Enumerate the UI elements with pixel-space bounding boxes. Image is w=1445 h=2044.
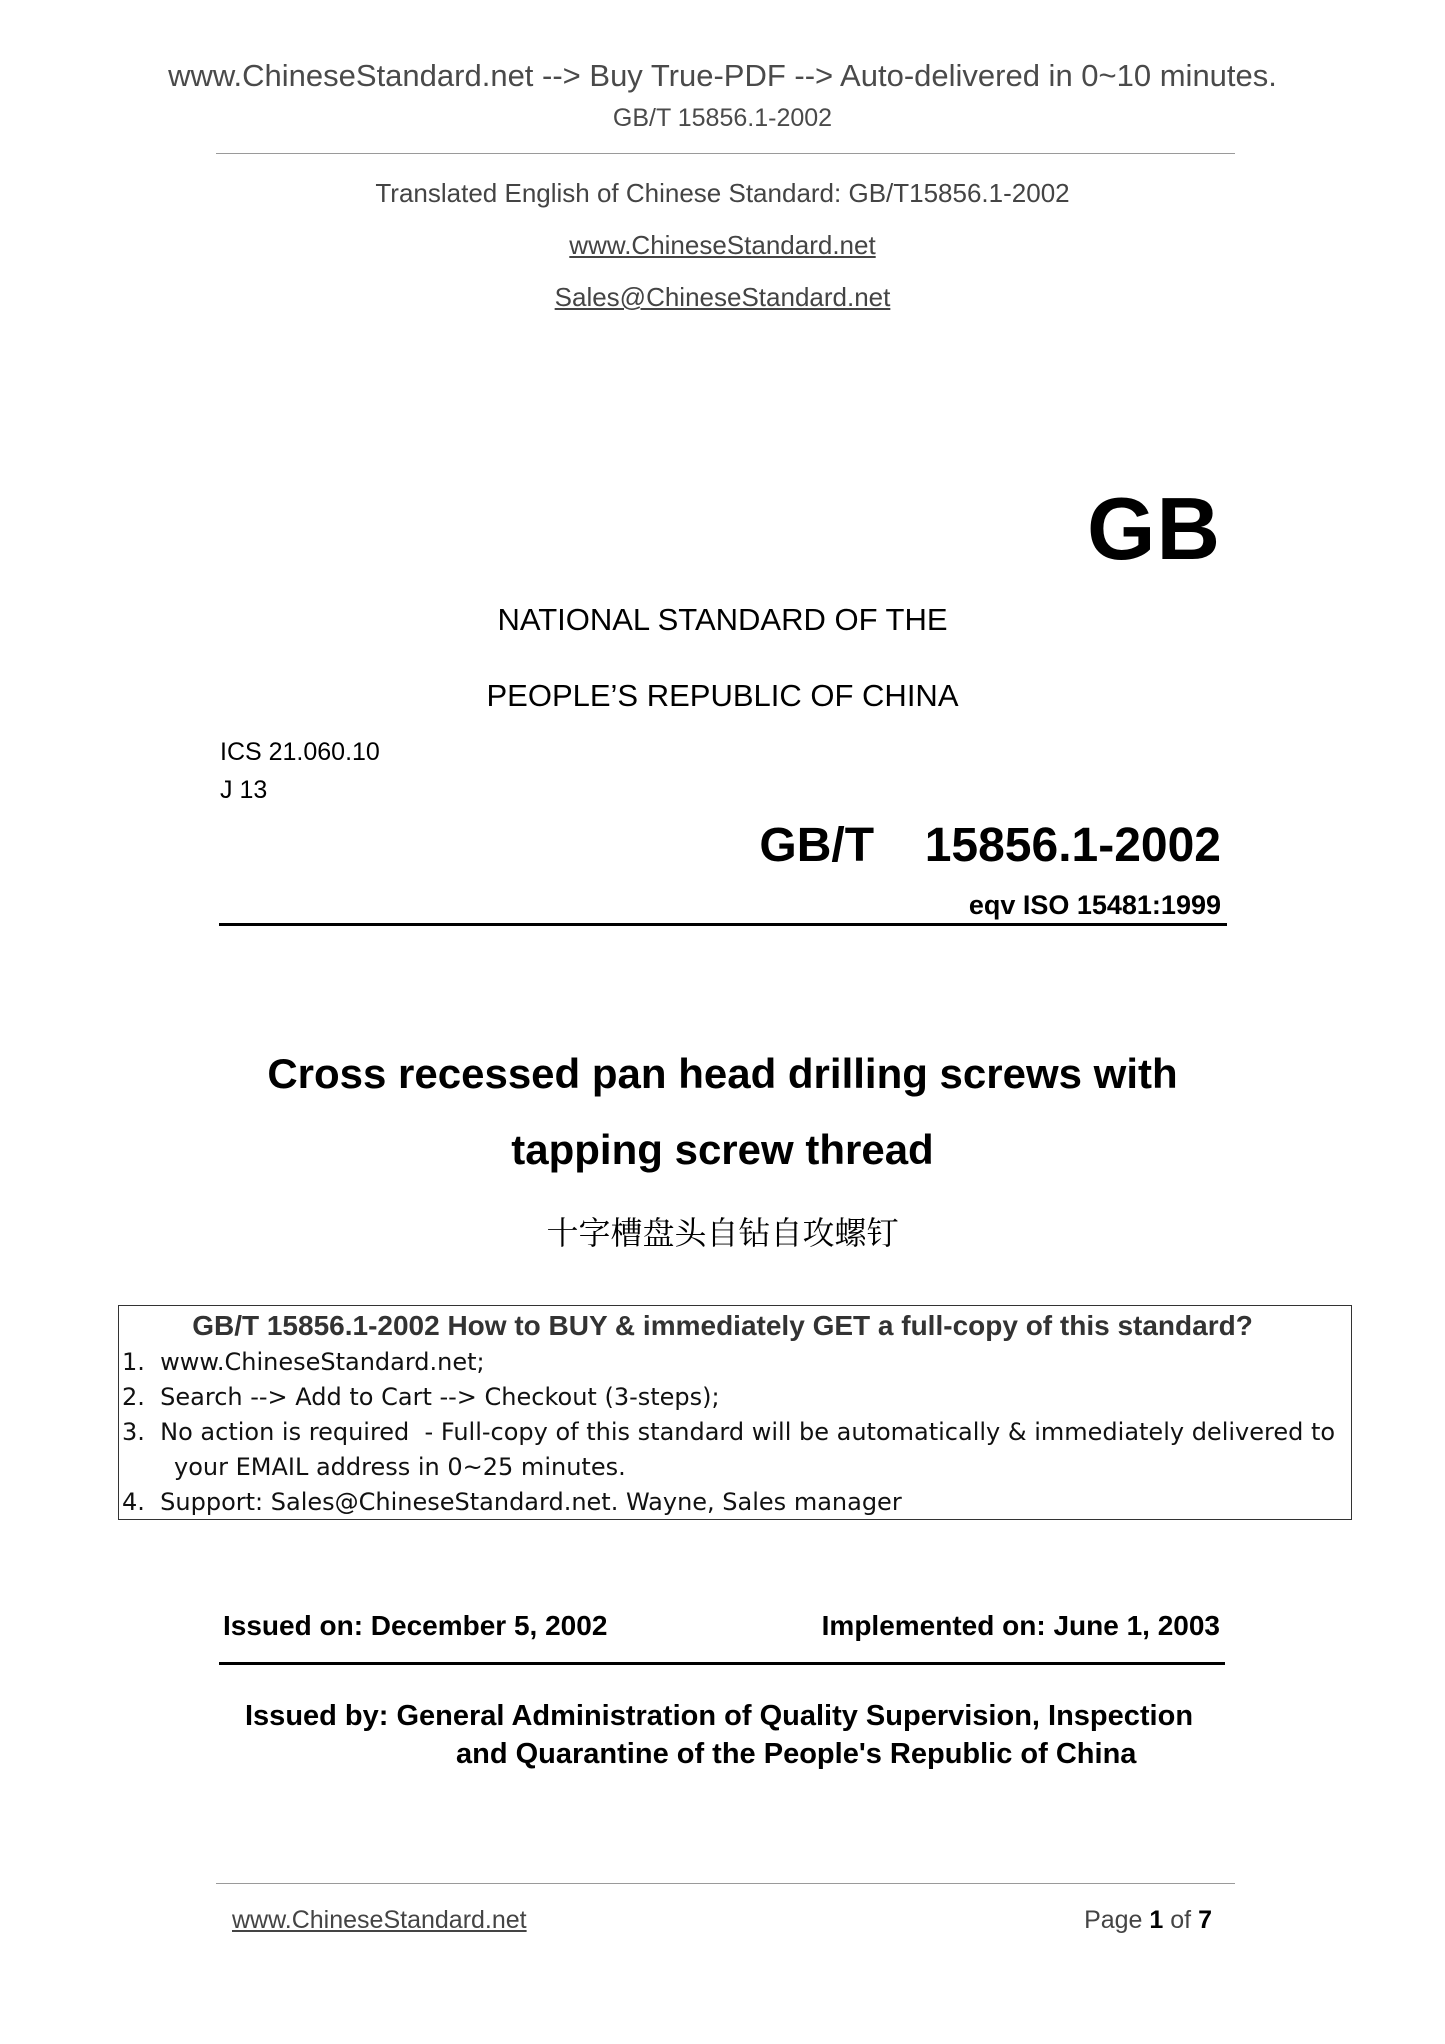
buy-step-3: 3. No action is required - Full-copy of this standard will be automatically & immediately delivered to (122, 1418, 1336, 1446)
equivalence-note: eqv ISO 15481:1999 (968, 890, 1221, 920)
email-link[interactable]: Sales@ChineseStandard.net (554, 282, 891, 312)
website-link[interactable]: www.ChineseStandard.net (569, 230, 876, 260)
ics-code: ICS 21.060.10 (220, 738, 380, 766)
national-standard-line2: PEOPLE’S REPUBLIC OF CHINA (486, 678, 959, 713)
buy-step-4: 4. Support: Sales@ChineseStandard.net. Wayne, Sales manager (122, 1488, 902, 1516)
standard-divider (219, 923, 1227, 926)
document-title-line2: tapping screw thread (511, 1126, 934, 1173)
header-top-line: www.ChineseStandard.net --> Buy True-PDF --> Auto-delivered in 0~10 minutes. (168, 58, 1277, 93)
buy-step-1: 1. www.ChineseStandard.net; (122, 1348, 485, 1376)
buy-box-title: GB/T 15856.1-2002 How to BUY & immediately GET a full-copy of this standard? (192, 1310, 1253, 1341)
page-number (1084, 1906, 1212, 1935)
page-current: 1 (1149, 1906, 1164, 1934)
document-title-line1: Cross recessed pan head drilling screws with (267, 1050, 1178, 1097)
standard-number: GB/T 15856.1-2002 (759, 819, 1221, 872)
page-prefix: Page (1084, 1906, 1143, 1934)
header-standard-number: GB/T 15856.1-2002 (612, 104, 833, 132)
issued-by-line1: Issued by: General Administration of Quality Supervision, Inspection (245, 1700, 1194, 1732)
buy-step-2: 2. Search --> Add to Cart --> Checkout (3-steps); (122, 1383, 720, 1411)
issued-on-date: Issued on: December 5, 2002 (223, 1610, 608, 1641)
document-title-chinese: 十字槽盘头自钻自攻螺钉 (546, 1214, 899, 1252)
dates-divider (219, 1662, 1225, 1665)
page-total: 7 (1198, 1906, 1212, 1934)
footer-divider (216, 1883, 1235, 1884)
implemented-on-date: Implemented on: June 1, 2003 (821, 1610, 1220, 1641)
buy-step-3-continued: your EMAIL address in 0~25 minutes. (174, 1453, 626, 1481)
page-of: of (1170, 1906, 1192, 1934)
national-standard-line1: NATIONAL STANDARD OF THE (497, 602, 948, 637)
translation-line: Translated English of Chinese Standard: GB/T15856.1-2002 (375, 178, 1070, 208)
footer-website-link[interactable]: www.ChineseStandard.net (232, 1906, 527, 1934)
header-divider (216, 153, 1235, 154)
issued-by-line2: and Quarantine of the People's Republic of China (456, 1738, 1137, 1770)
ccs-code: J 13 (220, 776, 268, 804)
gb-mark: GB (1087, 479, 1221, 578)
